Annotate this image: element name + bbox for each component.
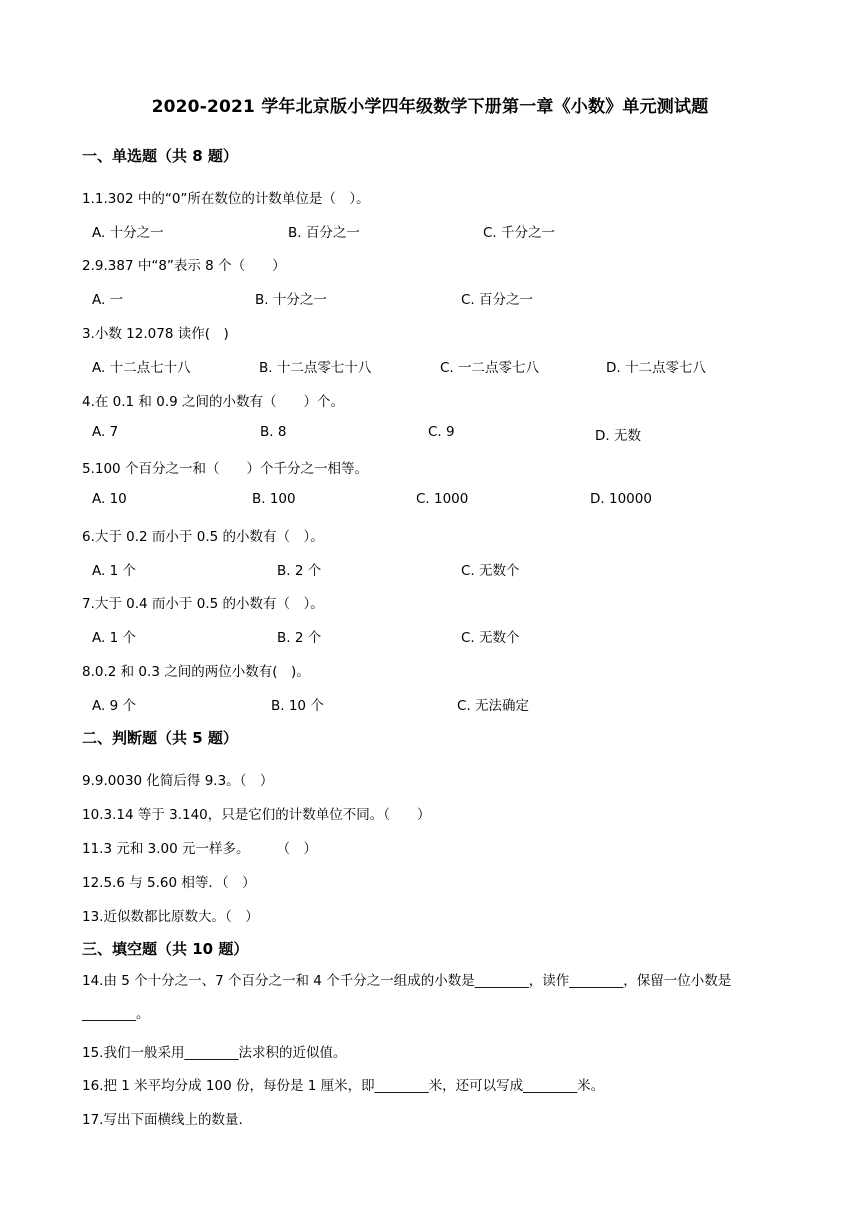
question-4-option-d: D. 无数	[595, 428, 641, 444]
question-7-option-b: B. 2 个	[277, 630, 322, 646]
question-13: 13.近似数都比原数大。（ ）	[82, 909, 259, 925]
question-9: 9.9.0030 化简后得 9.3。（ ）	[82, 773, 274, 789]
question-1-option-b: B. 百分之一	[288, 225, 360, 241]
question-4: 4.在 0.1 和 0.9 之间的小数有（ ）个。	[82, 394, 344, 410]
question-11: 11.3 元和 3.00 元一样多。 （ ）	[82, 841, 317, 857]
question-16: 16.把 1 米平均分成 100 份，每份是 1 厘米，即________米，还可以写成________米。	[82, 1078, 605, 1094]
section-heading-fill-in: 三、填空题（共 10 题）	[82, 940, 249, 958]
question-3-option-b: B. 十二点零七十八	[259, 360, 372, 376]
question-7: 7.大于 0.4 而小于 0.5 的小数有（ ）。	[82, 596, 324, 612]
question-4-option-c: C. 9	[428, 424, 455, 440]
question-6-option-a: A. 1 个	[92, 563, 136, 579]
question-3-option-a: A. 十二点七十八	[92, 360, 191, 376]
question-12: 12.5.6 与 5.60 相等．（ ）	[82, 875, 256, 891]
question-5-option-c: C. 1000	[416, 491, 469, 507]
question-8-option-c: C. 无法确定	[457, 698, 530, 714]
question-1-option-a: A. 十分之一	[92, 225, 164, 241]
section-heading-single-choice: 一、单选题（共 8 题）	[82, 147, 238, 165]
question-5-option-d: D. 10000	[590, 491, 652, 507]
question-5-option-a: A. 10	[92, 491, 127, 507]
question-5: 5.100 个百分之一和（ ）个千分之一相等。	[82, 461, 368, 477]
question-7-option-a: A. 1 个	[92, 630, 136, 646]
question-2-option-b: B. 十分之一	[255, 292, 327, 308]
question-15: 15.我们一般采用________法求积的近似值。	[82, 1045, 347, 1061]
question-1: 1.1.302 中的“0”所在数位的计数单位是（ ）。	[82, 191, 370, 207]
question-3-option-d: D. 十二点零七八	[606, 360, 706, 376]
question-7-option-c: C. 无数个	[461, 630, 520, 646]
question-8-option-a: A. 9 个	[92, 698, 136, 714]
question-8-option-b: B. 10 个	[271, 698, 324, 714]
question-4-option-a: A. 7	[92, 424, 119, 440]
question-2-option-c: C. 百分之一	[461, 292, 534, 308]
question-6: 6.大于 0.2 而小于 0.5 的小数有（ ）。	[82, 529, 324, 545]
section-heading-true-false: 二、判断题（共 5 题）	[82, 729, 238, 747]
question-4-option-b: B. 8	[260, 424, 287, 440]
question-6-option-c: C. 无数个	[461, 563, 520, 579]
question-2: 2.9.387 中“8”表示 8 个（ ）	[82, 258, 286, 274]
question-10: 10.3.14 等于 3.140，只是它们的计数单位不同。（ ）	[82, 807, 431, 823]
question-2-option-a: A. 一	[92, 292, 124, 308]
question-3-option-c: C. 一二点零七八	[440, 360, 540, 376]
question-17: 17.写出下面横线上的数量.	[82, 1112, 243, 1128]
question-8: 8.0.2 和 0.3 之间的两位小数有( )。	[82, 664, 310, 680]
question-5-option-b: B. 100	[252, 491, 296, 507]
question-6-option-b: B. 2 个	[277, 563, 322, 579]
question-14: 14.由 5 个十分之一、7 个百分之一和 4 个千分之一组成的小数是________，读作________，保留一位小数是________。	[82, 973, 732, 1022]
question-3: 3.小数 12.078 读作( )	[82, 326, 229, 342]
document-title: 2020-2021 学年北京版小学四年级数学下册第一章《小数》单元测试题	[151, 97, 709, 117]
question-1-option-c: C. 千分之一	[483, 225, 556, 241]
